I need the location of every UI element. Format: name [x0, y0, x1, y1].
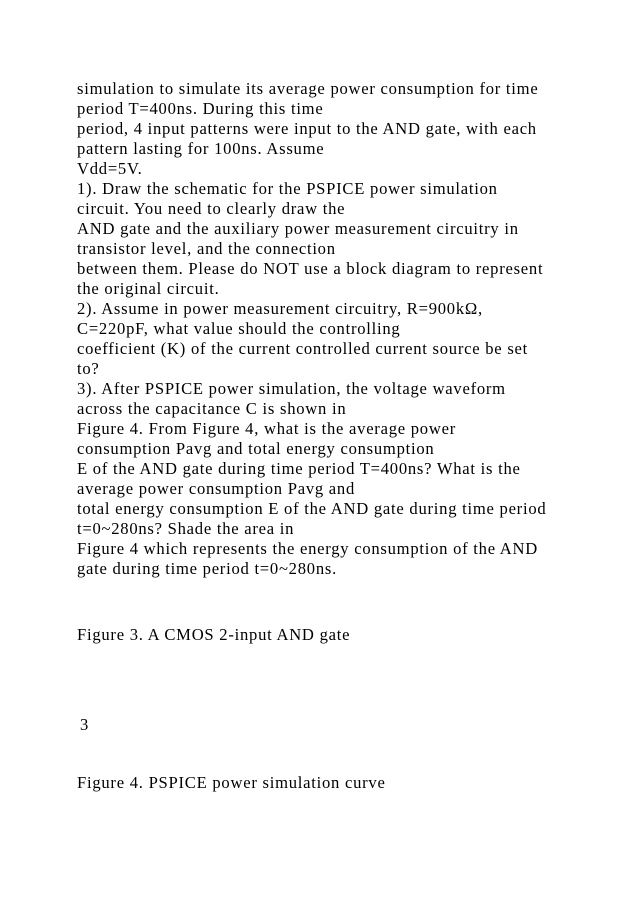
body-text-line: circuit. You need to clearly draw the [77, 199, 346, 218]
body-text-line: E of the AND gate during time period T=400ns? What is the [77, 459, 521, 478]
figure-4-caption: Figure 4. PSPICE power simulation curve [77, 773, 386, 792]
body-text-line: simulation to simulate its average power consumption for time [77, 79, 539, 98]
figure-3-caption: Figure 3. A CMOS 2-input AND gate [77, 625, 351, 644]
body-text-line: 1). Draw the schematic for the PSPICE power simulation [77, 179, 498, 198]
body-text-line: between them. Please do NOT use a block diagram to represent [77, 259, 544, 278]
body-text-line: consumption Pavg and total energy consumption [77, 439, 435, 458]
body-text-line: the original circuit. [77, 279, 220, 298]
body-text-line: Figure 4. From Figure 4, what is the average power [77, 419, 456, 438]
body-text-line: 2). Assume in power measurement circuitry, R=900kΩ, [77, 299, 483, 318]
body-text-line: 3). After PSPICE power simulation, the voltage waveform [77, 379, 506, 398]
body-text-line: transistor level, and the connection [77, 239, 336, 258]
body-text-line: period T=400ns. During this time [77, 99, 324, 118]
body-text-line: to? [77, 359, 100, 378]
page-number: 3 [80, 715, 90, 734]
body-text-line: coefficient (K) of the current controlled current source be set [77, 339, 529, 358]
body-text-line: total energy consumption E of the AND gate during time period [77, 499, 547, 518]
body-text-line: average power consumption Pavg and [77, 479, 356, 498]
body-text-line: C=220pF, what value should the controlling [77, 319, 401, 338]
body-text-line: Figure 4 which represents the energy consumption of the AND [77, 539, 539, 558]
body-text-line: period, 4 input patterns were input to the AND gate, with each [77, 119, 537, 138]
body-text-line: t=0~280ns? Shade the area in [77, 519, 295, 538]
body-text-line: Vdd=5V. [77, 159, 143, 178]
body-text-line: AND gate and the auxiliary power measurement circuitry in [77, 219, 519, 238]
body-text-line: gate during time period t=0~280ns. [77, 559, 337, 578]
body-text-line: pattern lasting for 100ns. Assume [77, 139, 325, 158]
body-text-line: across the capacitance C is shown in [77, 399, 347, 418]
